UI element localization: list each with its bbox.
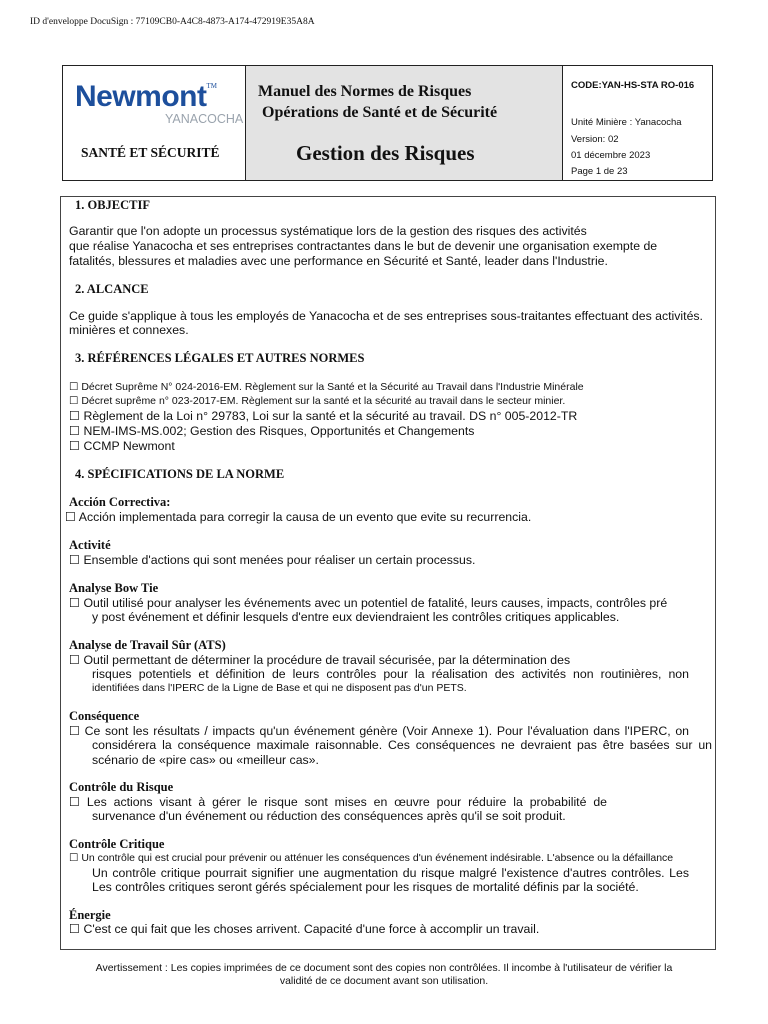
term-accion-correctiva: Acción Correctiva: bbox=[69, 495, 171, 509]
reference-item: ☐ CCMP Newmont bbox=[69, 439, 175, 453]
document-header bbox=[62, 65, 713, 181]
manual-title-line2: Opérations de Santé et de Sécurité bbox=[262, 104, 498, 121]
header-logo-cell bbox=[63, 66, 246, 180]
term-energie: Énergie bbox=[69, 908, 111, 922]
definition-consequence: considérera la conséquence maximale raisonnable. Ces conséquences ne devraient pas être basées sur un bbox=[92, 738, 712, 752]
definition-accion-correctiva: ☐ Acción implementada para corregir la causa de un evento que evite su recurrencia. bbox=[65, 510, 532, 524]
definition-analyse-bow-tie: y post événement et définir lesquels d'entre eux deviendraient les contrôles critiques applicables. bbox=[92, 610, 620, 624]
section-title-specifications: 4. SPÉCIFICATIONS DE LA NORME bbox=[75, 467, 285, 481]
document-body bbox=[60, 196, 716, 950]
docusign-envelope-id: ID d'enveloppe DocuSign : 77109CB0-A4C8-4873-A174-472919E35A8A bbox=[30, 17, 315, 27]
logo-trademark: TM bbox=[206, 82, 217, 90]
newmont-logo bbox=[75, 80, 244, 126]
department-label: SANTÉ ET SÉCURITÉ bbox=[81, 145, 220, 160]
definition-controle-critique: Un contrôle critique pourrait signifier une augmentation du risque malgré l'existence d'autres contrôles. Les bbox=[92, 866, 689, 880]
definition-controle-du-risque: ☐ Les actions visant à gérer le risque sont mises en œuvre pour réduire la probabilité de bbox=[69, 795, 607, 809]
reference-item: ☐ Règlement de la Loi n° 29783, Loi sur la santé et la sécurité au travail. DS n° 005-2012-TR bbox=[69, 409, 578, 423]
definition-analyse-bow-tie: ☐ Outil utilisé pour analyser les événements avec un potentiel de fatalité, leurs causes, impacts, contrôles pré bbox=[69, 596, 668, 610]
definition-consequence: ☐ Ce sont les résultats / impacts qu'un événement génère (Voir Annexe 1). Pour l'évaluation dans l'IPERC, on bbox=[69, 724, 689, 738]
term-controle-critique: Contrôle Critique bbox=[69, 837, 165, 851]
section-title-references: 3. RÉFÉRENCES LÉGALES ET AUTRES NORMES bbox=[75, 351, 365, 365]
page-number: Page 1 de 23 bbox=[571, 166, 628, 177]
definition-activite: ☐ Ensemble d'actions qui sont menées pour réaliser un certain processus. bbox=[69, 553, 476, 567]
term-analyse-ats: Analyse de Travail Sûr (ATS) bbox=[69, 638, 226, 652]
definition-analyse-ats: ☐ Outil permettant de déterminer la procédure de travail sécurisée, par la détermination des bbox=[69, 653, 571, 667]
header-title-cell bbox=[246, 66, 563, 180]
definition-analyse-ats: identifiées dans l'IPERC de la Ligne de Base et qui ne disposent pas d'un PETS. bbox=[92, 682, 467, 694]
definition-analyse-ats: risques potentiels et définition de leurs contrôles pour la réalisation des activités non routinières, non bbox=[92, 667, 689, 681]
footer-disclaimer-line2: validité de ce document avant son utilisation. bbox=[279, 975, 489, 987]
definition-controle-du-risque: survenance d'un événement ou réduction des conséquences après qu'il se soit produit. bbox=[92, 809, 566, 823]
objectif-line: fatalités, blessures et maladies avec une performance en Sécurité et Santé, leader dans l'Industrie. bbox=[69, 254, 608, 268]
definition-controle-critique: Les contrôles critiques seront gérés spécialement pour les risques de mortalité définis par la société. bbox=[92, 880, 639, 894]
section-title-objectif: 1. OBJECTIF bbox=[75, 198, 151, 212]
definition-controle-critique: ☐ Un contrôle qui est crucial pour prévenir ou atténuer les conséquences d'un événement indésirable. L'absence ou la défaillance bbox=[69, 852, 674, 864]
reference-item: ☐ Décret Suprême N° 024-2016-EM. Règlement sur la Santé et la Sécurité au Travail dans l'Industrie Minérale bbox=[69, 381, 584, 393]
term-activite: Activité bbox=[69, 538, 111, 552]
term-analyse-bow-tie: Analyse Bow Tie bbox=[69, 581, 159, 595]
objectif-line: que réalise Yanacocha et ses entreprises contractantes dans le but de devenir une organisation exempte de bbox=[69, 239, 658, 253]
term-consequence: Conséquence bbox=[69, 709, 140, 723]
document-version: Version: 02 bbox=[571, 134, 619, 145]
document-code: CODE:YAN-HS-STA RO-016 bbox=[571, 80, 695, 91]
footer-disclaimer-line1: Avertissement : Les copies imprimées de ce document sont des copies non contrôlées. Il incombe à l'utilisateur de vérifier la bbox=[95, 962, 673, 974]
document-date: 01 décembre 2023 bbox=[571, 150, 651, 161]
logo-subtitle: YANACOCHA bbox=[165, 112, 244, 126]
objectif-line: Garantir que l'on adopte un processus systématique lors de la gestion des risques des activités bbox=[69, 224, 587, 238]
alcance-line: Ce guide s'applique à tous les employés de Yanacocha et de ses entreprises sous-traitantes effectuant des activités. bbox=[69, 309, 703, 323]
logo-wordmark: Newmont bbox=[75, 80, 207, 113]
reference-item: ☐ Décret suprême n° 023-2017-EM. Règlement sur la santé et la sécurité au travail dans le secteur minier. bbox=[69, 395, 566, 407]
manual-title-line1: Manuel des Normes de Risques bbox=[258, 83, 472, 100]
mining-unit: Unité Minière : Yanacocha bbox=[571, 117, 682, 128]
definition-consequence: scénario de «pire cas» ou «meilleur cas». bbox=[92, 753, 319, 767]
alcance-line: minières et connexes. bbox=[69, 323, 189, 337]
header-meta-cell bbox=[563, 66, 712, 180]
term-controle-du-risque: Contrôle du Risque bbox=[69, 780, 174, 794]
definition-energie: ☐ C'est ce qui fait que les choses arrivent. Capacité d'une force à accomplir un travail. bbox=[69, 922, 540, 936]
section-title-alcance: 2. ALCANCE bbox=[75, 282, 149, 296]
document-title: Gestion des Risques bbox=[296, 141, 475, 165]
reference-item: ☐ NEM-IMS-MS.002; Gestion des Risques, Opportunités et Changements bbox=[69, 424, 475, 438]
